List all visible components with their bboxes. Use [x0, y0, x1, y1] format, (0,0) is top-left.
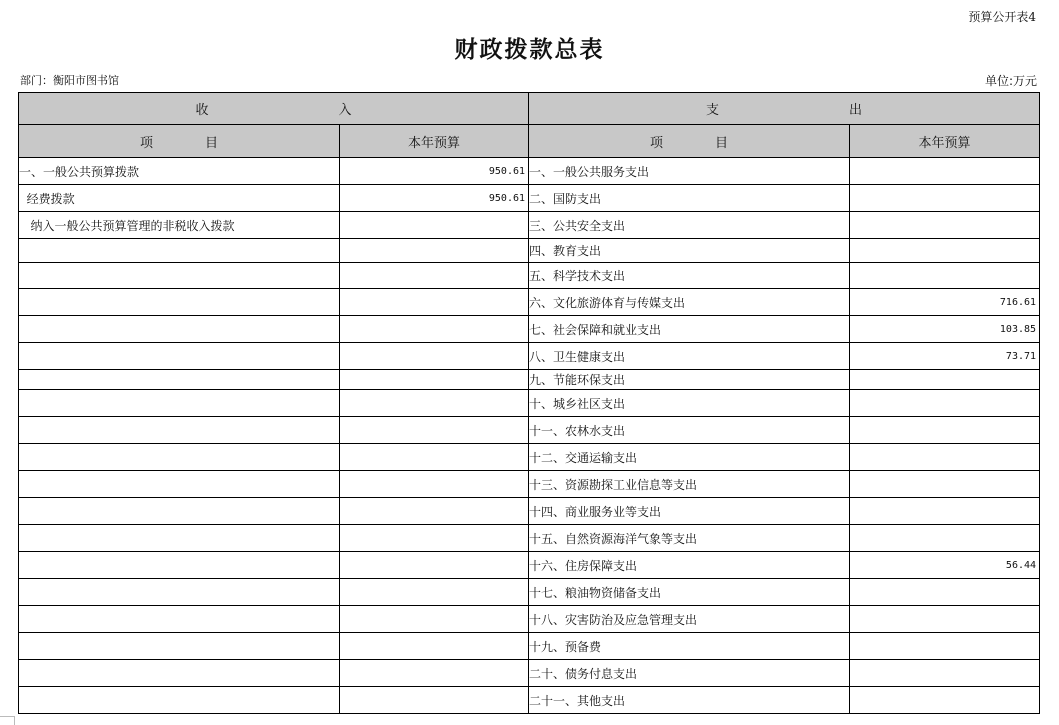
- income-amount-cell: [340, 390, 529, 417]
- income-item-cell: 经费拨款: [19, 185, 340, 212]
- table-row: [19, 343, 1040, 370]
- income-item-cell: [19, 370, 340, 390]
- income-item-cell: [19, 390, 340, 417]
- income-amount-cell: [340, 471, 529, 498]
- expense-item-cell: 十九、预备费: [529, 633, 850, 660]
- expense-amount-cell: [850, 417, 1040, 444]
- income-amount-cell: [340, 552, 529, 579]
- income-header: 收 入: [19, 93, 529, 125]
- table-row: [19, 390, 1040, 417]
- table-row: [19, 185, 1040, 212]
- income-amount-cell: [340, 498, 529, 525]
- table-row: [19, 687, 1040, 714]
- income-amount-cell: [340, 660, 529, 687]
- table-row: [19, 579, 1040, 606]
- form-number: 预算公开表4: [968, 10, 1036, 24]
- fiscal-appropriation-table: [18, 92, 1040, 714]
- expense-amount-cell: [850, 471, 1040, 498]
- page-title: 财政拨款总表: [454, 36, 605, 63]
- expense-amount-cell: [850, 444, 1040, 471]
- department-label: 部门：衡阳市图书馆: [20, 74, 119, 87]
- income-item-cell: [19, 343, 340, 370]
- expense-amount-cell: [850, 498, 1040, 525]
- income-amount-cell: [340, 579, 529, 606]
- income-amount-cell: [340, 370, 529, 390]
- income-amount-cell: [340, 289, 529, 316]
- income-item-cell: [19, 633, 340, 660]
- income-amount-cell: 950.61: [340, 185, 529, 212]
- expense-amount-cell: [850, 687, 1040, 714]
- income-amount-cell: [340, 633, 529, 660]
- income-item-header: 项 目: [19, 125, 340, 158]
- table-row: [19, 417, 1040, 444]
- income-amount-cell: [340, 687, 529, 714]
- expense-amount-cell: 103.85: [850, 316, 1040, 343]
- table-row: [19, 263, 1040, 289]
- income-amount-cell: [340, 239, 529, 263]
- table-row: [19, 316, 1040, 343]
- income-amount-cell: [340, 444, 529, 471]
- expense-item-cell: 三、公共安全支出: [529, 212, 850, 239]
- income-amount-cell: [340, 417, 529, 444]
- table-row: [19, 498, 1040, 525]
- expense-amount-cell: [850, 212, 1040, 239]
- expense-amount-cell: 56.44: [850, 552, 1040, 579]
- expense-amount-cell: [850, 660, 1040, 687]
- income-item-cell: [19, 471, 340, 498]
- income-item-cell: [19, 660, 340, 687]
- income-item-cell: [19, 444, 340, 471]
- expense-item-cell: 十二、交通运输支出: [529, 444, 850, 471]
- expense-budget-header: 本年预算: [850, 125, 1040, 158]
- table-row: [19, 444, 1040, 471]
- income-amount-cell: [340, 343, 529, 370]
- expense-amount-cell: 716.61: [850, 289, 1040, 316]
- expense-item-cell: 八、卫生健康支出: [529, 343, 850, 370]
- expense-amount-cell: [850, 606, 1040, 633]
- expense-amount-cell: [850, 579, 1040, 606]
- income-item-cell: 纳入一般公共预算管理的非税收入拨款: [19, 212, 340, 239]
- table-row: [19, 525, 1040, 552]
- expense-item-cell: 十七、粮油物资储备支出: [529, 579, 850, 606]
- income-amount-cell: [340, 606, 529, 633]
- expense-amount-cell: [850, 158, 1040, 185]
- expense-item-cell: 四、教育支出: [529, 239, 850, 263]
- table-row: [19, 660, 1040, 687]
- expense-item-cell: 十八、灾害防治及应急管理支出: [529, 606, 850, 633]
- expense-item-cell: 十五、自然资源海洋气象等支出: [529, 525, 850, 552]
- expense-amount-cell: [850, 370, 1040, 390]
- expense-item-cell: 十、城乡社区支出: [529, 390, 850, 417]
- income-item-cell: [19, 263, 340, 289]
- income-item-cell: [19, 316, 340, 343]
- income-amount-cell: 950.61: [340, 158, 529, 185]
- expense-item-cell: 十四、商业服务业等支出: [529, 498, 850, 525]
- table-row: [19, 370, 1040, 390]
- income-item-cell: [19, 498, 340, 525]
- expense-item-cell: 二、国防支出: [529, 185, 850, 212]
- table-row: [19, 606, 1040, 633]
- expense-item-cell: 十一、农林水支出: [529, 417, 850, 444]
- table-row: [19, 471, 1040, 498]
- expense-amount-cell: [850, 239, 1040, 263]
- column-header-row: [19, 125, 1040, 158]
- expense-amount-cell: [850, 633, 1040, 660]
- income-amount-cell: [340, 263, 529, 289]
- table-row: [19, 289, 1040, 316]
- expense-item-header: 项 目: [529, 125, 850, 158]
- expense-amount-cell: [850, 263, 1040, 289]
- income-item-cell: [19, 289, 340, 316]
- expense-amount-cell: [850, 390, 1040, 417]
- expense-item-cell: 七、社会保障和就业支出: [529, 316, 850, 343]
- section-header-row: [19, 93, 1040, 125]
- table-row: [19, 633, 1040, 660]
- expense-item-cell: 一、一般公共服务支出: [529, 158, 850, 185]
- table-row: [19, 552, 1040, 579]
- expense-item-cell: 二十、债务付息支出: [529, 660, 850, 687]
- expense-item-cell: 十六、住房保障支出: [529, 552, 850, 579]
- income-item-cell: [19, 552, 340, 579]
- income-amount-cell: [340, 525, 529, 552]
- table-row: [19, 212, 1040, 239]
- income-item-cell: [19, 606, 340, 633]
- expense-item-cell: 六、文化旅游体育与传媒支出: [529, 289, 850, 316]
- table-row: [19, 158, 1040, 185]
- income-budget-header: 本年预算: [340, 125, 529, 158]
- income-amount-cell: [340, 212, 529, 239]
- income-item-cell: [19, 417, 340, 444]
- unit-label: 单位:万元: [984, 74, 1037, 88]
- income-amount-cell: [340, 316, 529, 343]
- expense-item-cell: 五、科学技术支出: [529, 263, 850, 289]
- table-row: [19, 239, 1040, 263]
- expense-amount-cell: 73.71: [850, 343, 1040, 370]
- expense-item-cell: 二十一、其他支出: [529, 687, 850, 714]
- expense-amount-cell: [850, 185, 1040, 212]
- income-item-cell: 一、一般公共预算拨款: [19, 158, 340, 185]
- income-item-cell: [19, 239, 340, 263]
- expense-item-cell: 九、节能环保支出: [529, 370, 850, 390]
- expense-item-cell: 十三、资源勘探工业信息等支出: [529, 471, 850, 498]
- income-item-cell: [19, 579, 340, 606]
- expense-amount-cell: [850, 525, 1040, 552]
- expense-header: 支 出: [529, 93, 1040, 125]
- income-item-cell: [19, 525, 340, 552]
- income-item-cell: [19, 687, 340, 714]
